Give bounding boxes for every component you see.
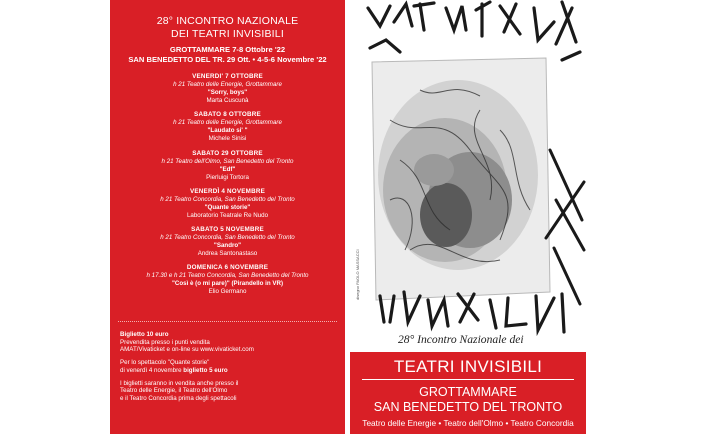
event-item xyxy=(110,150,345,182)
event-item xyxy=(110,264,345,296)
event-item xyxy=(110,188,345,220)
event-item xyxy=(110,111,345,143)
poster-city-2: SAN BENEDETTO DEL TRONTO xyxy=(373,400,563,414)
event-show: "Così è (o mi pare)" (Pirandello in VR) xyxy=(171,280,284,288)
event-item xyxy=(110,226,345,258)
special-price: biglietto 5 euro xyxy=(183,366,228,374)
program-panel xyxy=(110,0,345,434)
box-office-line1: I biglietti saranno in vendita anche presso il xyxy=(120,379,239,387)
poster-venues: Teatro delle Energie • Teatro dell'Olmo • Teatro Concordia xyxy=(362,418,574,428)
event-show: "Quante storie" xyxy=(204,203,251,211)
event-artist: Andrea Santonastaso xyxy=(197,250,258,258)
place-dates-line1: GROTTAMMARE 7-8 Ottobre '22 xyxy=(169,45,286,54)
special-price-line2 xyxy=(120,367,342,375)
presale-info: Prevendita presso i punti vendita xyxy=(120,338,210,346)
ink-drawing-artwork xyxy=(350,0,586,352)
event-date: VENERDI' 7 OTTOBRE xyxy=(192,73,263,80)
event-venue: h 21 Teatro delle Energie, Grottammare xyxy=(173,81,282,88)
poster-title: TEATRI INVISIBILI xyxy=(393,357,543,376)
event-show: "Sorry, boys" xyxy=(207,89,248,96)
ink-drawing-illustration xyxy=(350,0,586,352)
artwork-credit: disegno PAOLO MASSACCI xyxy=(355,249,360,300)
event-date: SABATO 29 OTTOBRE xyxy=(192,149,263,157)
event-show: "Edf" xyxy=(219,165,236,173)
ticket-info xyxy=(120,331,342,403)
event-venue: h 21 Teatro Concordia, San Benedetto del Tronto xyxy=(160,234,295,242)
presale-website: AMAT/Vivaticket e on-line su www.vivaticket.com xyxy=(120,346,254,354)
event-artist: Pierluigi Tortora xyxy=(206,173,249,181)
event-date: SABATO 8 OTTOBRE xyxy=(194,111,261,119)
festival-title-line1: 28° INCONTRO NAZIONALE xyxy=(156,15,299,27)
special-price-line1: Per lo spettacolo "Quante storie" xyxy=(120,359,210,367)
festival-title-line2: DEI TEATRI INVISIBILI xyxy=(171,28,284,40)
box-office-line3: e il Teatro Concordia prima degli spettacoli xyxy=(120,394,237,402)
poster-city-1: GROTTAMMARE xyxy=(419,385,517,399)
event-artist: Marta Cuscunà xyxy=(206,97,249,104)
edition-subtitle: 28° Incontro Nazionale dei xyxy=(398,333,524,346)
event-venue: h 17.30 e h 21 Teatro Concordia, San Benedetto del Tronto xyxy=(146,272,309,280)
event-list xyxy=(110,73,345,303)
event-venue: h 21 Teatro delle Energie, Grottammare xyxy=(173,119,282,127)
ticket-price: Biglietto 10 euro xyxy=(120,331,169,338)
event-show: "Sandro" xyxy=(213,242,242,250)
event-item xyxy=(110,73,345,105)
event-venue: h 21 Teatro Concordia, San Benedetto del Tronto xyxy=(160,195,295,203)
dotted-divider xyxy=(118,321,337,322)
event-date: DOMENICA 6 NOVEMBRE xyxy=(186,264,269,272)
event-venue: h 21 Teatro dell'Olmo, San Benedetto del Tronto xyxy=(161,157,294,165)
place-dates-line2: SAN BENEDETTO DEL TR. 29 Ott. • 4-5-6 Novembre '22 xyxy=(128,55,327,64)
special-date: di venerdì 4 novembre xyxy=(120,366,184,374)
event-show: "Laudato si' " xyxy=(207,127,248,135)
event-artist: Laboratorio Teatrale Re Nudo xyxy=(186,211,269,219)
event-artist: Michele Sinisi xyxy=(208,135,247,143)
poster-panel xyxy=(350,0,586,434)
event-date: VENERDÌ 4 NOVEMBRE xyxy=(190,187,265,195)
event-date: SABATO 5 NOVEMBRE xyxy=(191,226,264,234)
title-divider xyxy=(362,379,574,380)
event-artist: Elio Germano xyxy=(208,288,247,296)
box-office-line2: Teatro delle Energie, il Teatro dell'Olmo xyxy=(120,387,228,395)
